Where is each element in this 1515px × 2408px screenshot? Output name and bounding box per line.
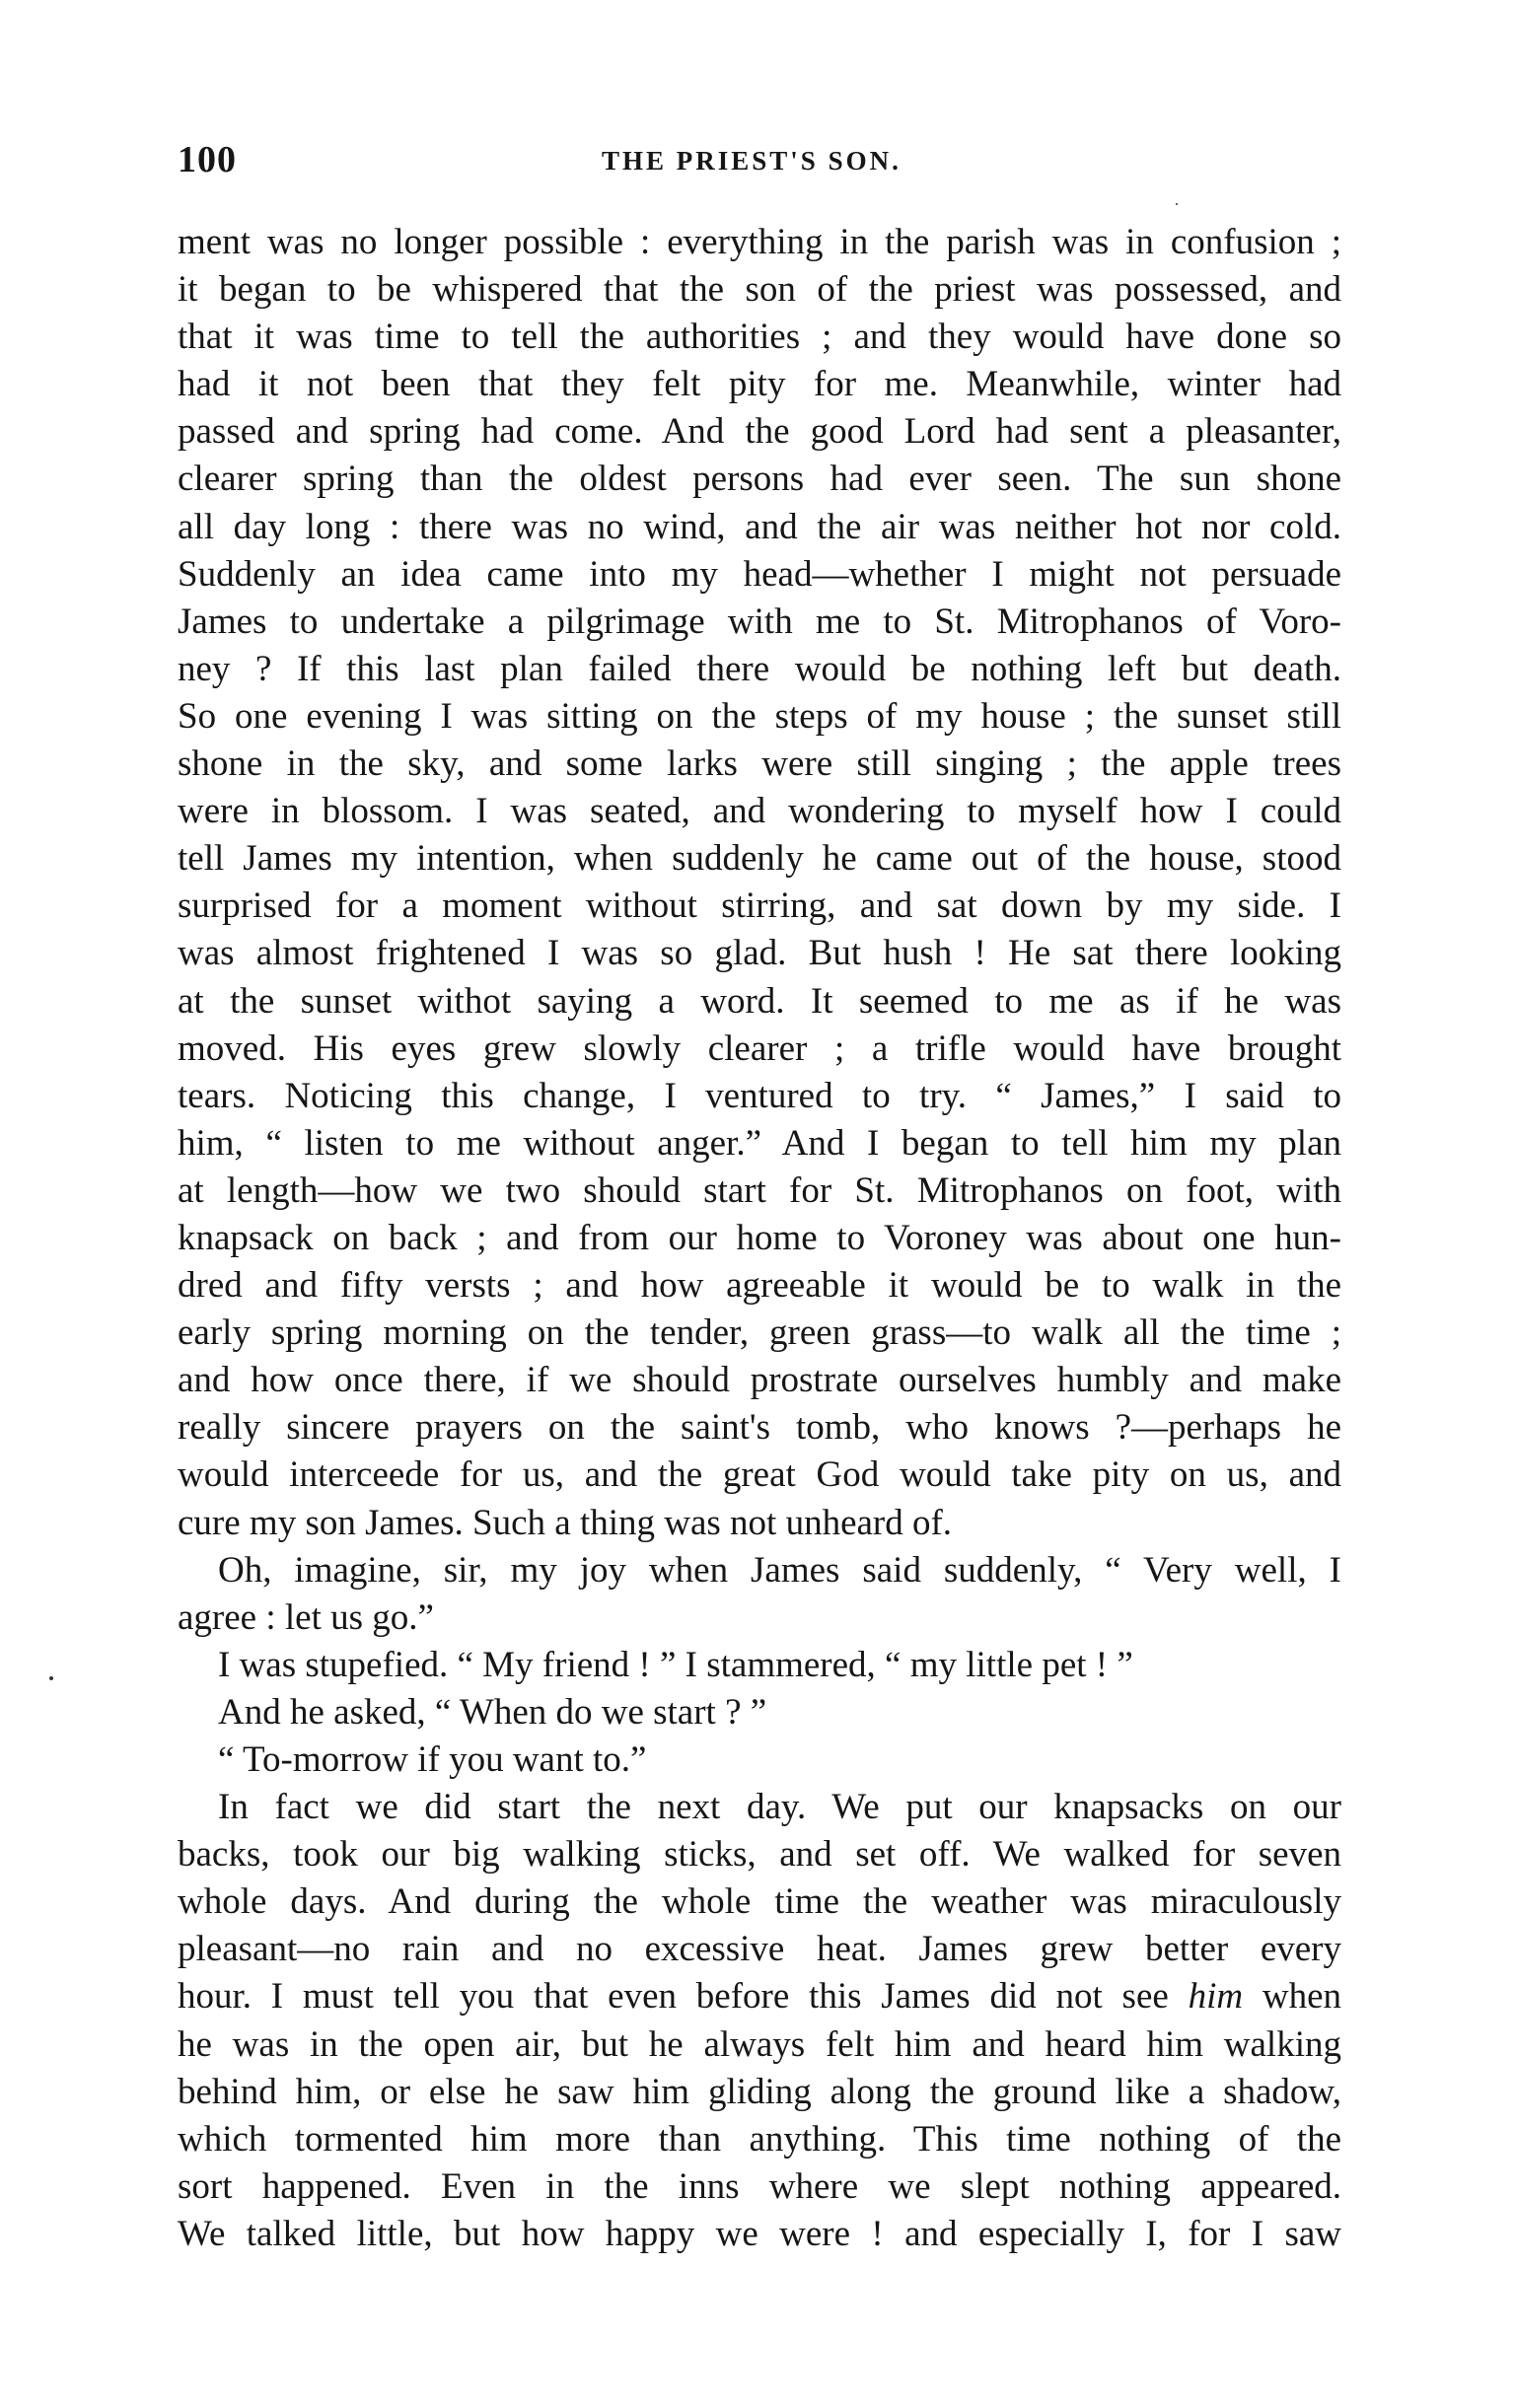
text-line: and how once there, if we should prostrate ourselves humbly and make [178, 1360, 1341, 1401]
text-line: that it was time to tell the authorities ; and they would have done so [178, 317, 1341, 358]
text-line: ment was no longer possible : everything in the parish was in confusion ; [178, 222, 1341, 262]
text-line: ney ? If this last plan failed there would be nothing left but death. [178, 648, 1341, 689]
text-line: tears. Noticing this change, I ventured to try. “ James,” I said to [178, 1075, 1341, 1116]
text-line: backs, took our big walking sticks, and set off. We walked for seven [178, 1834, 1341, 1876]
text-line: at the sunset withot saying a word. It seemed to me as if he was [178, 980, 1341, 1022]
text-line: hour. I must tell you that even before this James did not see him when [178, 1976, 1341, 2018]
text-line: were in blossom. I was seated, and wondering to myself how I could [178, 791, 1341, 832]
text-line: would interceede for us, and the great God would take pity on us, and [178, 1454, 1341, 1496]
text-line: cure my son James. Such a thing was not unheard of. [178, 1502, 953, 1543]
text-line: really sincere prayers on the saint's tomb, who knows ?—perhaps he [178, 1407, 1341, 1449]
text-line: behind him, or else he saw him gliding along the ground like a shadow, [178, 2071, 1341, 2112]
text-line: passed and spring had come. And the good Lord had sent a pleasanter, [178, 411, 1341, 453]
text-line: sort happened. Even in the inns where we slept nothing appeared. [178, 2165, 1341, 2207]
running-head: THE PRIEST'S SON. [602, 146, 902, 176]
text-line: In fact we did start the next day. We put our knapsacks on our [218, 1787, 1341, 1828]
text-line: him, “ listen to me without anger.” And I began to tell him my plan [178, 1122, 1341, 1164]
text-line: pleasant—no rain and no excessive heat. James grew better every [178, 1929, 1341, 1970]
text-line: it began to be whispered that the son of the priest was possessed, and [178, 269, 1341, 311]
text-line: which tormented him more than anything. This time nothing of the [178, 2118, 1341, 2160]
page-header [178, 138, 1341, 197]
text-line: early spring morning on the tender, green grass—to walk all the time ; [178, 1312, 1341, 1354]
text-line: I was stupefied. “ My friend ! ” I stammered, “ my little pet ! ” [218, 1644, 1133, 1685]
text-line: shone in the sky, and some larks were still singing ; the apple trees [178, 744, 1341, 785]
header-speck [1176, 203, 1178, 205]
text-line: at length—how we two should start for St. Mitrophanos on foot, with [178, 1169, 1341, 1211]
text-line: agree : let us go.” [178, 1596, 434, 1638]
text-line: tell James my intention, when suddenly he came out of the house, stood [178, 838, 1341, 880]
text-line: he was in the open air, but he always felt him and heard him walking [178, 2023, 1341, 2065]
text-line: was almost frightened I was so glad. But hush ! He sat there looking [178, 933, 1341, 974]
text-line: surprised for a moment without stirring, and sat down by my side. I [178, 885, 1341, 927]
text-line: all day long : there was no wind, and the air was neither hot nor cold. [178, 506, 1341, 547]
text-line: Suddenly an idea came into my head—whether I might not persuade [178, 553, 1341, 595]
page-number: 100 [178, 139, 237, 180]
body-text [178, 219, 1341, 2258]
margin-speck [49, 1676, 53, 1680]
text-line: knapsack on back ; and from our home to Voroney was about one hun- [178, 1217, 1341, 1258]
text-line: dred and fifty versts ; and how agreeable it would be to walk in the [178, 1265, 1341, 1307]
italic-word: him [1188, 1976, 1244, 2018]
text-line: whole days. And during the whole time the weather was miraculously [178, 1881, 1341, 1923]
text-line: had it not been that they felt pity for me. Meanwhile, winter had [178, 364, 1341, 405]
text-line: Oh, imagine, sir, my joy when James said suddenly, “ Very well, I [218, 1549, 1341, 1591]
text-line: “ To-morrow if you want to.” [218, 1739, 647, 1780]
text-line: We talked little, but how happy we were ! and especially I, for I saw [178, 2213, 1341, 2254]
text-line: And he asked, “ When do we start ? ” [218, 1691, 767, 1733]
text-line: moved. His eyes grew slowly clearer ; a trifle would have brought [178, 1027, 1341, 1069]
text-line: James to undertake a pilgrimage with me to St. Mitrophanos of Voro- [178, 601, 1341, 642]
text-line: clearer spring than the oldest persons had ever seen. The sun shone [178, 459, 1341, 500]
text-line: So one evening I was sitting on the steps of my house ; the sunset still [178, 695, 1341, 737]
